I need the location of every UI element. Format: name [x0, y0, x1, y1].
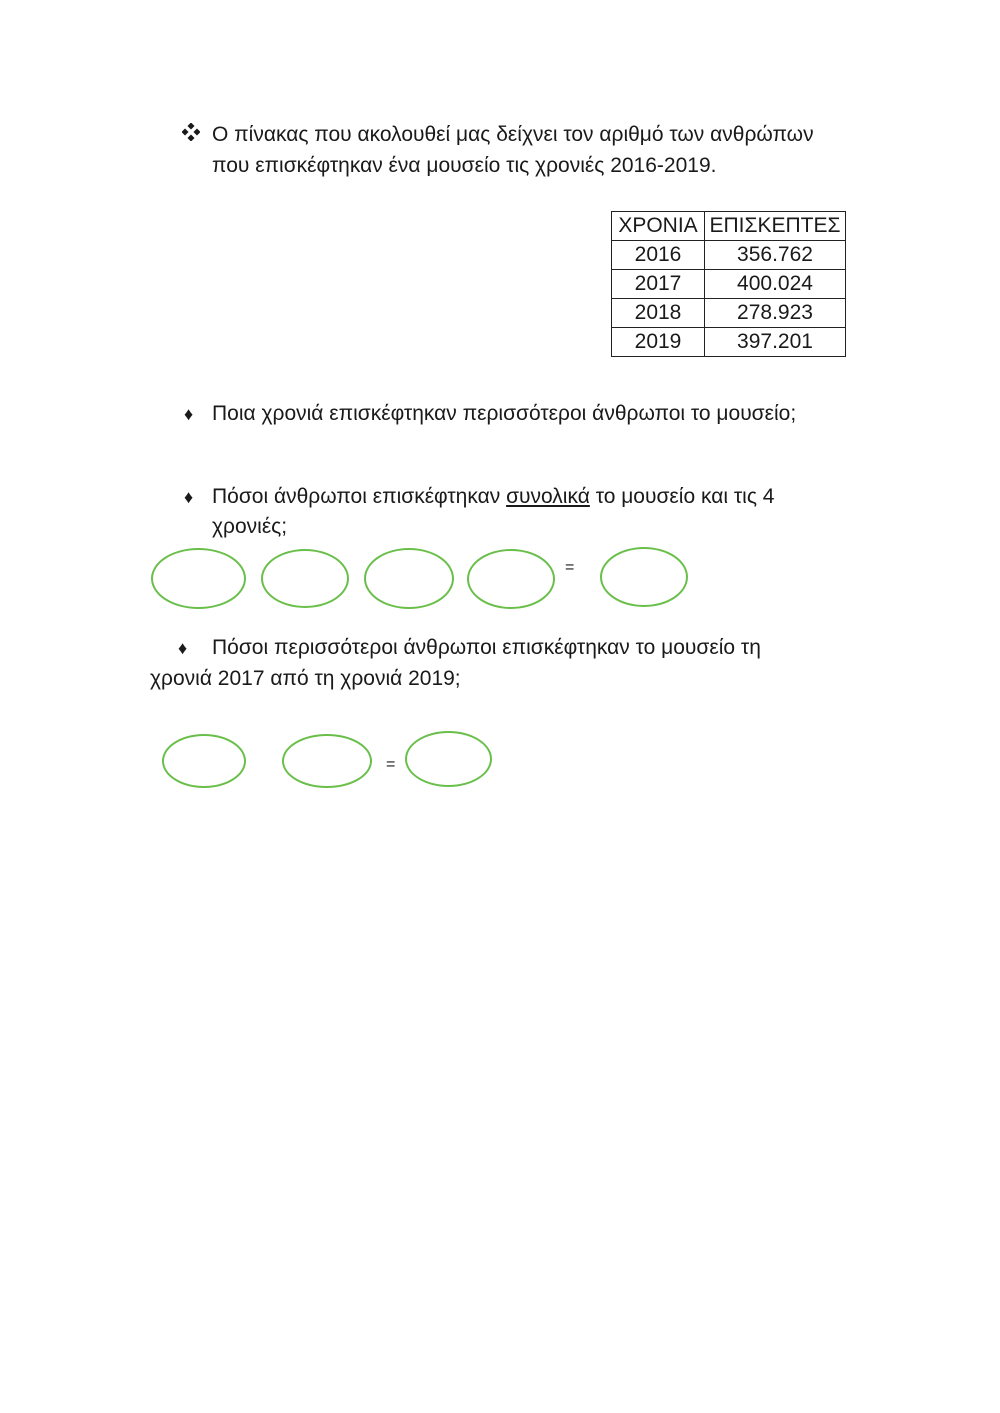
q2-text-before: Πόσοι άνθρωποι επισκέφτηκαν — [212, 485, 507, 508]
q2-text-after: το μουσείο και τις 4 — [589, 485, 775, 508]
q2-bullet-icon: ♦ — [184, 487, 194, 507]
intro-line-2: που επισκέφτηκαν ένα μουσείο τις χρονιές 2016-2019. — [212, 154, 717, 177]
table-header-row — [612, 212, 846, 241]
q1-bullet-icon: ♦ — [184, 404, 194, 424]
answer-oval-q3-1[interactable] — [162, 734, 246, 788]
visitors-cell: 278.923 — [705, 299, 846, 328]
intro-line-1: Ο πίνακας που ακολουθεί μας δείχνει τον αριθμό των ανθρώπων — [212, 123, 814, 146]
q2-underlined-word: συνολικά — [506, 485, 590, 508]
visitors-cell: 356.762 — [705, 241, 846, 270]
q2-equals-sign: = — [565, 559, 575, 576]
table-row — [612, 299, 846, 328]
question-2-line-2: χρονιές; — [212, 515, 288, 538]
table-row — [612, 241, 846, 270]
question-3-line-1: Πόσοι περισσότεροι άνθρωποι επισκέφτηκαν το μουσείο τη — [212, 636, 761, 659]
four-diamonds-icon — [182, 120, 200, 150]
visitors-table — [611, 211, 846, 357]
q3-equals-sign: = — [386, 756, 396, 773]
q3-bullet-icon: ♦ — [178, 638, 188, 658]
table-row — [612, 328, 846, 357]
answer-oval-q3-2[interactable] — [282, 734, 372, 788]
answer-oval-q2-2[interactable] — [261, 549, 349, 608]
answer-oval-q2-result[interactable] — [600, 547, 688, 607]
header-visitors: ΕΠΙΣΚΕΠΤΕΣ — [705, 212, 846, 241]
visitors-cell: 397.201 — [705, 328, 846, 357]
answer-oval-q2-1[interactable] — [151, 548, 246, 609]
table-row — [612, 270, 846, 299]
year-cell: 2019 — [612, 328, 705, 357]
question-1: Ποια χρονιά επισκέφτηκαν περισσότεροι άνθρωποι το μουσείο; — [212, 402, 797, 425]
answer-oval-q3-result[interactable] — [405, 731, 492, 787]
question-2-line-1 — [212, 482, 774, 512]
answer-oval-q2-4[interactable] — [467, 549, 555, 609]
question-3-line-2: χρονιά 2017 από τη χρονιά 2019; — [150, 667, 461, 690]
year-cell: 2018 — [612, 299, 705, 328]
year-cell: 2017 — [612, 270, 705, 299]
visitors-cell: 400.024 — [705, 270, 846, 299]
year-cell: 2016 — [612, 241, 705, 270]
header-year: ΧΡΟΝΙΑ — [612, 212, 705, 241]
answer-oval-q2-3[interactable] — [364, 548, 454, 609]
